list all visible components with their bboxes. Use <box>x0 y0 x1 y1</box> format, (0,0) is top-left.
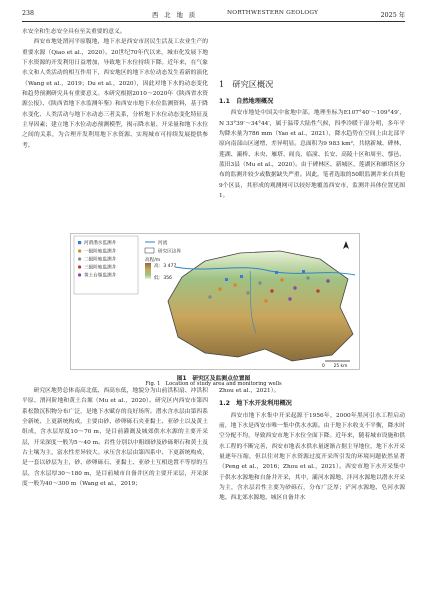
well-point <box>218 287 221 290</box>
paragraph: 西安市地下水集中开采起源于1956年，2000年黑河引水工程启动前，地下水是西安市唯一集中供水水源。由于地下水收支不平衡，降水时空分配不均，导致西安市地下水位全面下降。近年来，随着城市设施和供水工程的不断完善，西安市地表水供水量逐渐占据主导地位，地下水开采量逐年压缩，但以往对地下水资源过度开采所引发的环境问题依然显著（Peng et al.，2016；Zhou et al.，2021）。西安市地下水开采集中于供水水源地和自备井开采，其中，灞河水源地、沣河水源地以潜水开采为主，含水层岩性主要为砂砾石，分布广泛厚；浐河水源地、皂河水源地、西北郊水源地、城区自备井水 <box>219 412 405 502</box>
well-point <box>293 286 296 289</box>
subsection-heading: 1.1 自然地理概况 <box>219 98 274 105</box>
legend-label: 河流 <box>158 241 168 246</box>
elevation-ramp <box>145 263 151 279</box>
well-point <box>225 278 228 281</box>
elevation-title: 高程/m <box>145 258 161 263</box>
legend-marker <box>78 273 81 276</box>
well-point <box>275 271 278 274</box>
left-column-top <box>22 27 208 151</box>
journal-year: 2025 年 <box>380 12 405 19</box>
legend-label: 黄土台塬监测井 <box>84 273 117 279</box>
page-number: 238 <box>22 10 35 17</box>
well-point <box>240 275 243 278</box>
subsection-heading: 1.2 地下水开发利用概况 <box>219 400 292 408</box>
well-point <box>302 270 305 273</box>
legend-label: 研究区边界 <box>158 249 181 255</box>
well-point <box>258 281 261 284</box>
study-area-terrain <box>168 251 353 361</box>
well-point <box>306 276 309 279</box>
section-heading: 1 研究区概况 <box>219 79 274 89</box>
well-point <box>264 299 267 302</box>
right-column-top <box>219 78 405 201</box>
svg-text:0 25 km: 0 25 km <box>322 364 348 369</box>
well-point <box>326 279 329 282</box>
well-point <box>208 295 211 298</box>
paragraph: 西安市地处渭河平原腹地，地下水是西安市居民生活及工农业生产的重要水源（Qiao et al.，2020）。20世纪70年代以来，城市化发展下地下水资源的开发利用日益增加，导致地下水位持续下降。近年来，在气象水文和人类活动的相互作用下，西安地区的地下水位动态发生着新的演化（Wang et al.，2019；Du et al.，2020），因此对地下水的动态变化和趋势预测研究具有重要意义。本研究根据2010～2020年《陕西省水资源公报》、《陕西省地下水监测年鉴》和西安市地下水位监测资料，基于降水变化、人类活动与地下水动态三者关系，分析地下水位动态变化特征及主导因素；建立地下水位动态预测模型，揭示降水量、开采量和地下水位之间的关系，为合理开发利用地下水资源、实现城市可持续发展提供参考。 <box>22 39 208 149</box>
well-point <box>233 283 236 286</box>
well-point <box>270 289 273 292</box>
legend-marker <box>78 257 81 260</box>
paragraph: 西安市地处中国关中盆地中部，地理坐标为E107°40′～109°49′，N 33°39′～34°44′，属于温带大陆性气候，四季冷暖干湿分明，多年平均降水量为786 mm（Yao et al.，2021），降水趋势在空间上由北部平原向南部山区递增，差异明显。总面积为9 983 km²，共辖新城、碑林、莲湖、灞桥、未央、雁塔、阎良、临潼、长安、高陵十区和周至、鄠邑、蓝田3县（Mu et al.，2020）。由于碑林区、新城区、莲湖区和雁塔区分布的监测井较少或数据缺失严重。因此，笔者选取的50眼监测井来自其他9个区县，其形成的观测网可以较好地覆盖西安市，监测井具体位置见图1。 <box>219 110 405 200</box>
left-column-bottom <box>22 386 208 489</box>
study-area-map <box>70 233 360 370</box>
right-column-bottom <box>219 386 405 504</box>
well-point <box>280 278 283 281</box>
elevation-high: 高：3 477 <box>154 264 177 269</box>
legend-box <box>74 236 138 294</box>
legend-label: 二级阶地监测井 <box>84 257 117 263</box>
legend-label: 一级阶地监测井 <box>84 249 117 255</box>
paragraph: Zhou et al.，2021）。 <box>219 388 280 394</box>
legend-marker <box>78 241 81 244</box>
journal-title-en: NORTHWESTERN GEOLOGY <box>227 10 319 16</box>
paragraph: 水安全和生态安全具有至关重要的意义。 <box>22 29 126 35</box>
well-point <box>246 291 249 294</box>
legend-label: 三级阶地监测井 <box>84 265 117 271</box>
figure-caption-en: Fig. 1 Location of study area and monitoring wells <box>145 381 282 387</box>
elevation-low: 低：356 <box>154 276 172 281</box>
well-point <box>316 289 319 292</box>
legend-marker <box>78 265 81 268</box>
well-point <box>288 297 291 300</box>
journal-title-cn: 西 北 地 质 <box>152 12 198 19</box>
figure-caption-cn: 图1 研究区及监测点位置图 <box>176 376 251 382</box>
paragraph: 研究区地势总体南高北低、西高东低，地貌分为山前洪积扇、冲洪积平原、渭河阶地和黄土台塬（Mu et al.，2020）。研究区内西安市第四系松散沉积物分布广泛，是地下水赋存的良好场所。潜水含水层由第四系全新统、上更新统构成，主要由砂、砂卵砾石夹亚黏土、亚砂土以及黄土组成，含水层厚度10～70 m，是目前灌溉及城郊供水水源的主要开采层，开采深度一般为5～40 m。岩性分别以中粗细砂及砂砾卵石和黄土及古土壤为主，富水性差异较大。承压含水层由第四系中、下更新统构成，是一套以砂层为主，砂、砂卵砾石、亚黏土、亚砂土互相迭置不等厚的互层，含水层厚30～180 m，是目前城市自备井区的主要开采层，开采深度一般为40～300 m（Wang et al.，2019； <box>22 388 208 488</box>
legend-marker <box>78 249 81 252</box>
header-rule <box>22 21 405 22</box>
legend-label: 河渭潜水监测井 <box>84 241 117 246</box>
